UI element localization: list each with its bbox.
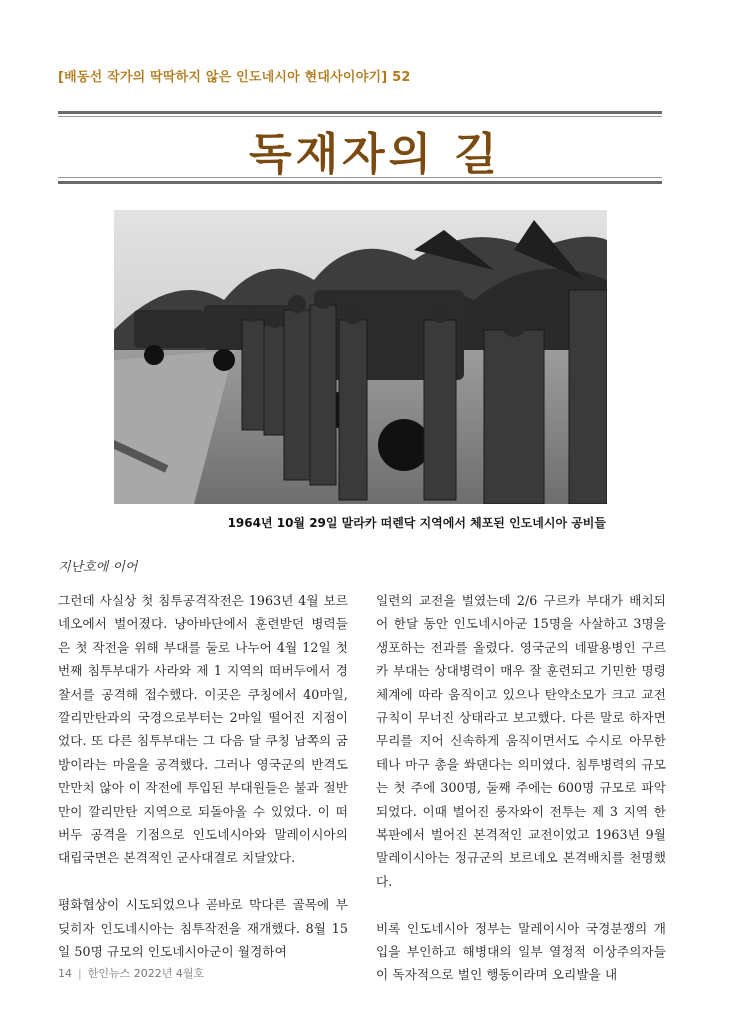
page-number: 14 bbox=[58, 967, 72, 980]
publication-name: 한인뉴스 2022년 4월호 bbox=[87, 967, 205, 980]
footer-separator: | bbox=[78, 967, 82, 980]
top-rule-thin bbox=[58, 116, 662, 117]
paragraph: 일련의 교전을 벌였는데 2/6 구르카 부대가 배치되어 한달 동안 인도네시아군 15명을 사살하고 3명을 생포하는 전과를 올렸다. 영국군의 네팔용병인 구르카 부대는 상대병력이 매우 잘 훈련되고 기민한 명령체계에 따라 움직이고 있으나 탄약소모가 크고 교전규칙이 무너진 상태라고 보고했다. 다른 말로 하자면 무리를 지어 신속하게 움직이면서도 수시로 아무한테나 마구 총을 쏴댄다는 의미였다. 침투병력의 규모는 첫 주에 300명, 둘째 주에는 600명 규모로 파악되었다. 이때 벌어진 룽자와이 전투는 제 3 지역 한복판에서 벌어진 본격적인 교전이었고 1963년 9월 말레이시아는 정규군의 보르네오 본격배치를 천명했다. bbox=[376, 593, 666, 889]
article-column-right bbox=[376, 589, 666, 1010]
article-title: 독재자의 길 bbox=[249, 129, 501, 180]
photo-caption: 1964년 10월 29일 말라카 떠렌닥 지역에서 체포된 인도네시아 공비들 bbox=[227, 516, 606, 530]
paragraph: 비록 인도네시아 정부는 말레이시아 국경분쟁의 개입을 부인하고 해병대의 일부 열정적 이상주의자들이 독자적으로 벌인 행동이라며 오리발을 내 bbox=[376, 920, 666, 983]
top-rule bbox=[58, 111, 662, 114]
paragraph: 평화협상이 시도되었으나 곧바로 막다른 골목에 부딪히자 인도네시아는 침투작전을 재개했다. 8월 15일 50명 규모의 인도네시아군이 월경하여 bbox=[58, 897, 348, 960]
series-label: [배동선 작가의 딱딱하지 않은 인도네시아 현대사이야기] 52 bbox=[58, 70, 411, 85]
article-photo bbox=[114, 210, 607, 504]
bottom-rule-thin bbox=[58, 177, 662, 178]
paragraph: 그런데 사실상 첫 침투공격작전은 1963년 4월 보르네오에서 벌어졌다. 냥아바단에서 훈련받던 병력들은 첫 작전을 위해 부대를 둘로 나누어 4월 12일 첫 번째 침투부대가 사라와 제 1 지역의 떠버두에서 경찰서를 공격해 접수했다. 이곳은 쿠칭에서 40마일, 깔리만탄과의 국경으로부터는 2마일 떨어진 지점이었다. 또 다른 침투부대는 그 다음 달 쿠칭 남쪽의 굼방이라는 마을을 공격했다. 그러나 영국군의 반격도 만만치 않아 이 작전에 투입된 부대원들은 불과 절반만이 깔리만탄 지역으로 되돌아올 수 있었다. 이 떠버두 공격을 기점으로 인도네시아와 말레이시아의 대립국면은 본격적인 군사대결로 치달았다. bbox=[58, 593, 348, 866]
article-column-left bbox=[58, 589, 348, 987]
continued-note: 지난호에 이어 bbox=[58, 560, 138, 575]
page-footer bbox=[58, 965, 204, 981]
photo-illustration bbox=[114, 210, 607, 504]
bottom-rule bbox=[58, 181, 662, 184]
